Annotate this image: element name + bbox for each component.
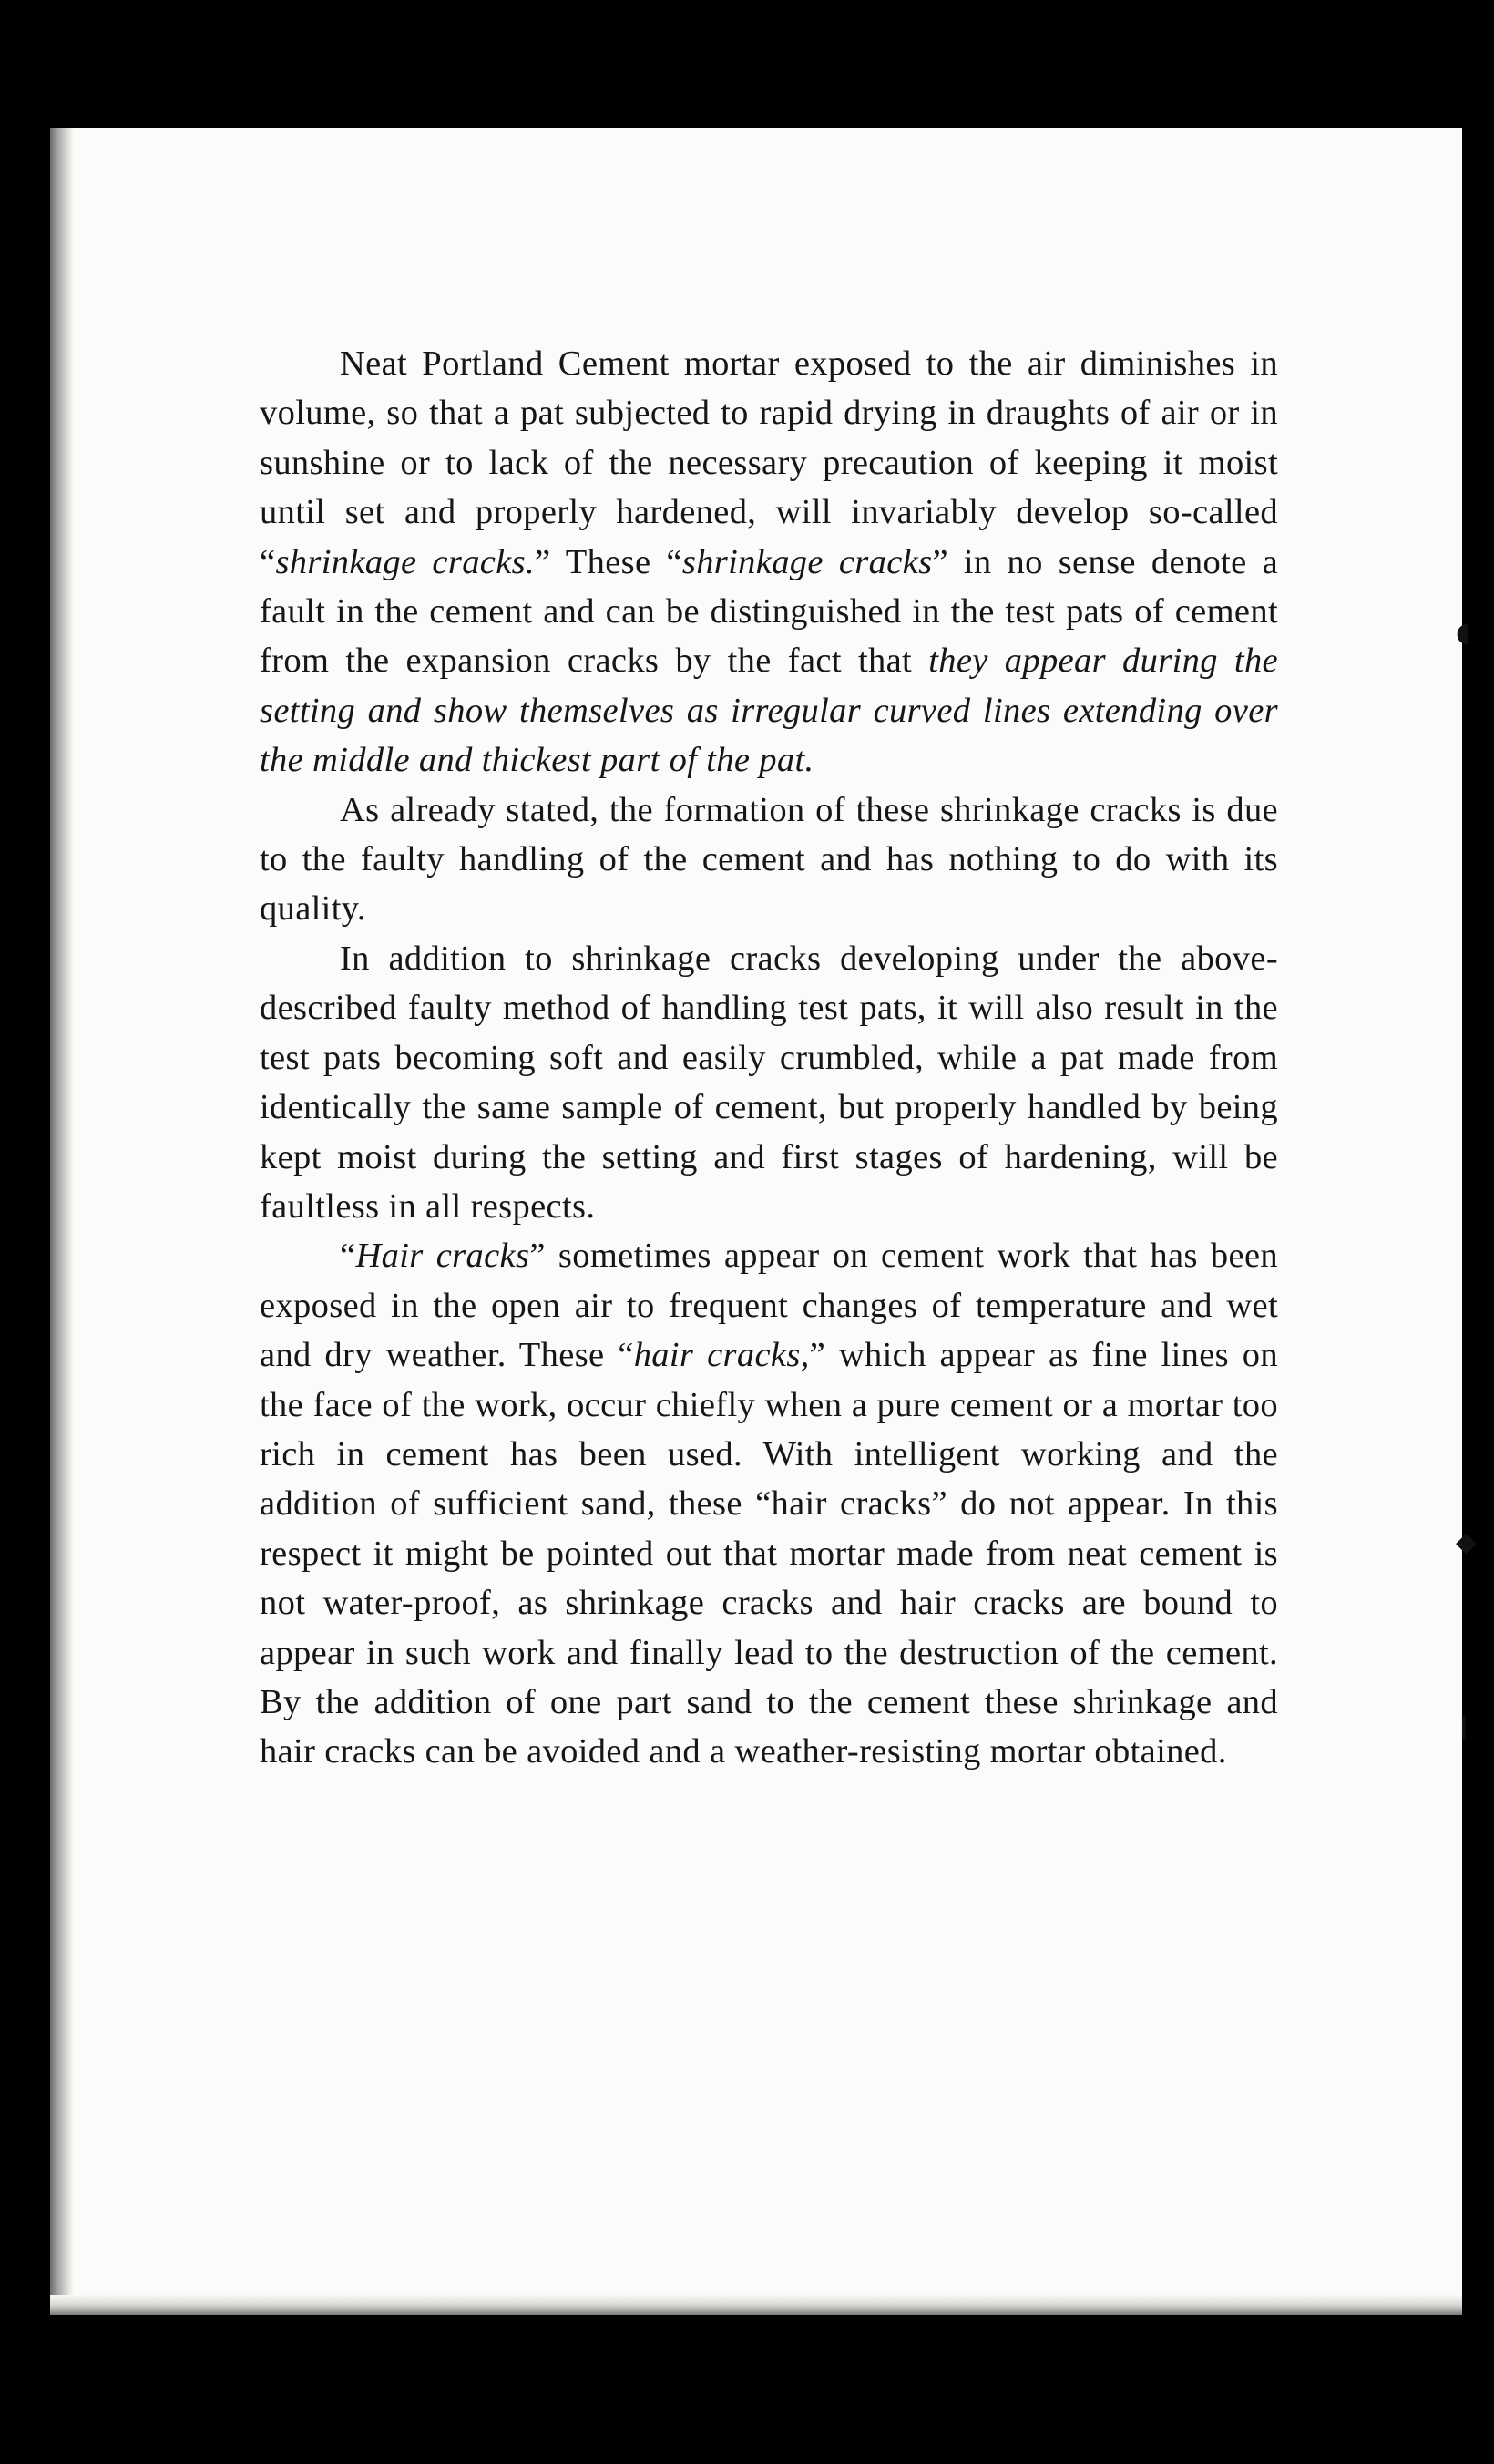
text-run: In addition to shrinkage cracks developing under the above-described faulty method of handling test pats, it will also result in the test pats becoming soft and easily crumbled, while a pat made from identically the same sample of cement, but properly handled by being kept moist during the setting and first stages of hardening, will be faultless in all respects. <box>260 939 1278 1226</box>
italic-text-run: Hair cracks <box>355 1237 530 1276</box>
italic-text-run: shrinkage cracks. <box>275 542 535 581</box>
text-run: ” These “ <box>535 542 682 581</box>
paragraph-2 <box>260 785 1278 934</box>
text-run: As already stated, the formation of these shrinkage cracks is due to the faulty handling of the cement and has nothing to do with its quality. <box>260 790 1278 929</box>
text-run: Neat Portland Cement mortar exposed to the air diminishes in volume, so that a pat subjected to rapid drying in draughts of air or in sunshine or to lack of the necessary precaution of keeping it moist until set and properly hardened, will invariably develop so-called “ <box>260 344 1278 581</box>
italic-text-run: shrinkage cracks <box>681 542 933 581</box>
text-run: ” which appear as fine lines on the face of the work, occur chiefly when a pure cement or a mortar too rich in cement has been used. With intelligent working and the addition of sufficient sand, these “hair cracks” do not appear. In this respect it might be pointed out that mortar made from neat cement is not water-proof, as shrinkage cracks and hair cracks are bound to appear in such work and finally lead to the destruction of the cement. By the addition of one part sand to the cement these shrinkage and hair cracks can be avoided and a weather-resisting mortar obtained. <box>260 1336 1278 1771</box>
margin-speck-mark: ◆ <box>1456 1526 1478 1558</box>
text-run: ” in no sense denote a fault in the cement and can be distinguished in the test pats of cement from the expansion cracks by the fact that <box>260 542 1279 681</box>
italic-text-run: hair cracks, <box>633 1336 810 1375</box>
body-text <box>260 339 1278 1777</box>
margin-speck-mark: ┃ <box>1458 1717 1470 1740</box>
text-run: “ <box>340 1237 356 1276</box>
margin-speck-mark: ◖ <box>1456 617 1470 649</box>
page-binding-edge <box>50 128 74 2315</box>
facing-page-edge <box>1462 128 1494 2315</box>
paragraph-4 <box>260 1231 1278 1776</box>
italic-text-run: they appear during the setting and show themselves as irregular curved lines extending over the middle and thickest part of the pat. <box>260 642 1278 780</box>
page-bottom-edge <box>50 2295 1462 2315</box>
paragraph-1 <box>260 339 1278 785</box>
text-run: ” sometimes appear on cement work that has been exposed in the open air to frequent changes of temperature and wet and dry weather. These “ <box>260 1237 1278 1375</box>
paragraph-3 <box>260 934 1278 1231</box>
